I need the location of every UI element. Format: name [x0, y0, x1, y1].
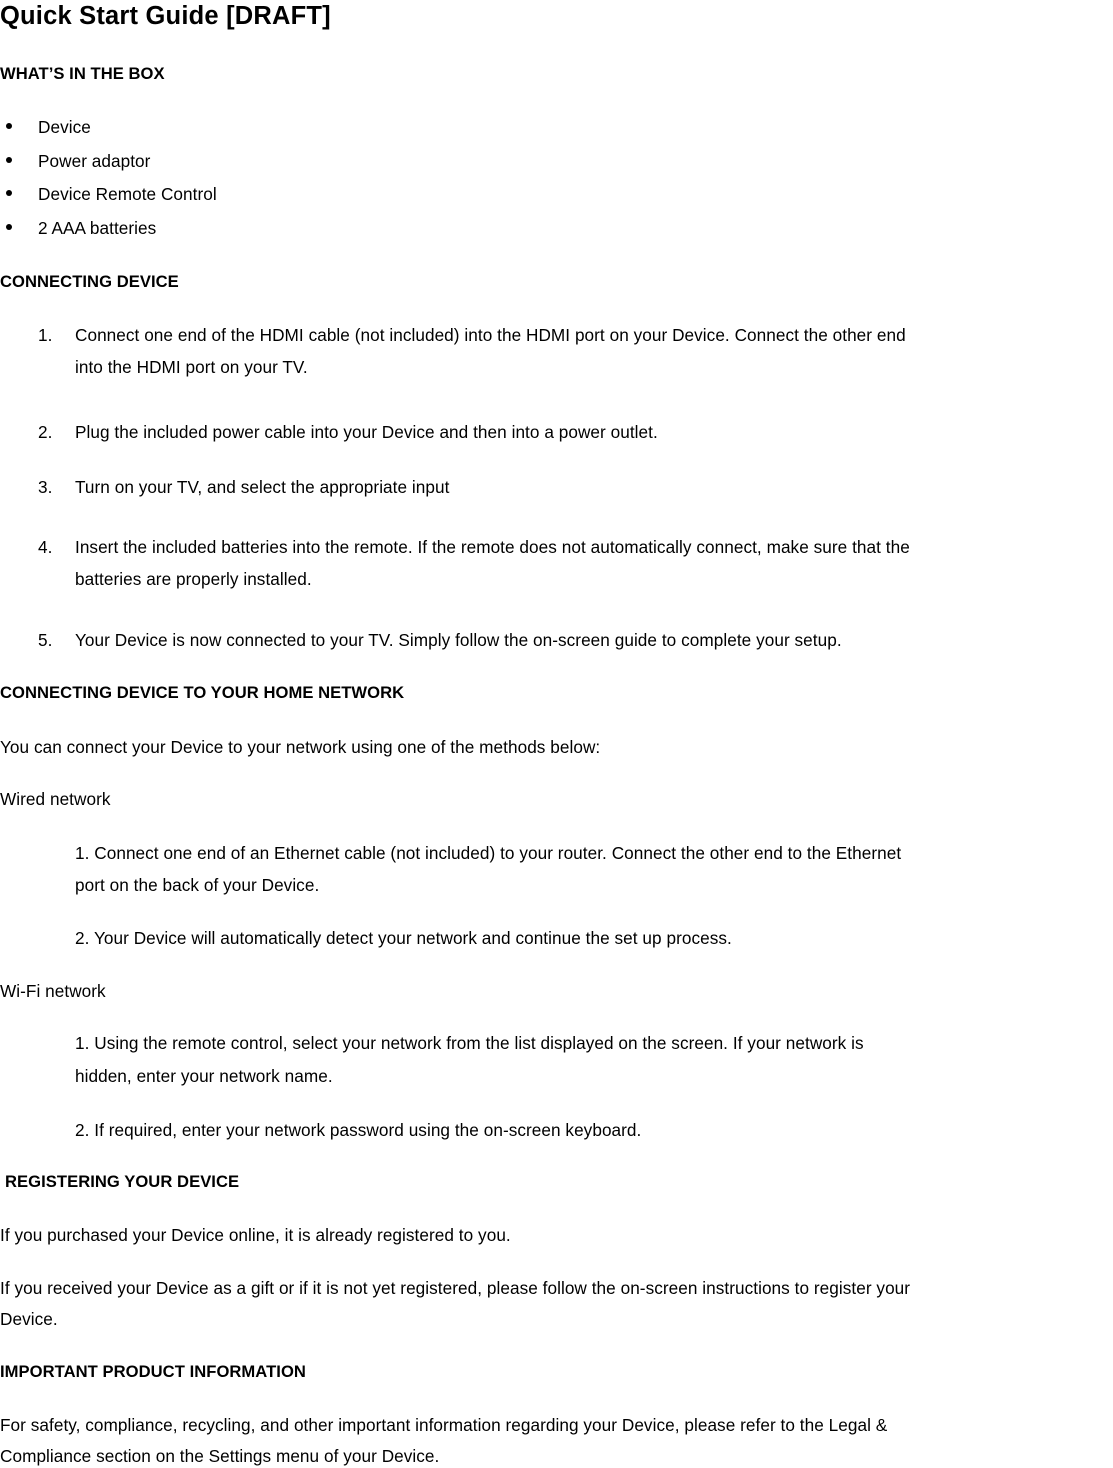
step-text: hidden, enter your network name. — [75, 1066, 333, 1086]
step-text: into the HDMI port on your TV. — [75, 357, 308, 377]
step-number: 5. — [38, 630, 53, 650]
section-heading-important: IMPORTANT PRODUCT INFORMATION — [0, 1362, 306, 1381]
bullet-icon — [6, 190, 12, 196]
step-text: 2. Your Device will automatically detect your network and continue the set up process. — [75, 928, 732, 948]
list-item: Device — [38, 117, 91, 137]
step-text: 1. Connect one end of an Ethernet cable (not included) to your router. Connect the other end to the Ethernet — [75, 843, 902, 863]
section-heading-box: WHAT’S IN THE BOX — [0, 64, 165, 83]
step-text: Your Device is now connected to your TV. Simply follow the on-screen guide to complete your setup. — [75, 630, 842, 650]
step-number: 1. — [38, 325, 53, 345]
page-title: Quick Start Guide [DRAFT] — [0, 2, 331, 30]
section-heading-registering: REGISTERING YOUR DEVICE — [5, 1172, 240, 1191]
paragraph: You can connect your Device to your network using one of the methods below: — [0, 737, 601, 757]
step-number: 3. — [38, 477, 53, 497]
bullet-icon — [6, 157, 12, 163]
bullet-icon — [6, 224, 12, 230]
list-item: Power adaptor — [38, 151, 151, 171]
step-number: 2. — [38, 422, 53, 442]
step-text: port on the back of your Device. — [75, 875, 320, 895]
section-heading-connecting: CONNECTING DEVICE — [0, 272, 179, 291]
step-text: Turn on your TV, and select the appropriate input — [75, 477, 450, 497]
step-text: 2. If required, enter your network password using the on-screen keyboard. — [75, 1120, 642, 1140]
step-number: 4. — [38, 537, 53, 557]
subheading-wired: Wired network — [0, 789, 111, 809]
bullet-icon — [6, 123, 12, 129]
step-text: Plug the included power cable into your Device and then into a power outlet. — [75, 422, 658, 442]
section-heading-network: CONNECTING DEVICE TO YOUR HOME NETWORK — [0, 683, 405, 702]
paragraph: For safety, compliance, recycling, and other important information regarding your Device, please refer to the Legal & — [0, 1415, 888, 1435]
list-item: Device Remote Control — [38, 184, 217, 204]
paragraph: If you purchased your Device online, it is already registered to you. — [0, 1225, 511, 1245]
list-item: 2 AAA batteries — [38, 218, 157, 238]
paragraph: Device. — [0, 1309, 58, 1329]
step-text: Connect one end of the HDMI cable (not included) into the HDMI port on your Device. Connect the other end — [75, 325, 906, 345]
paragraph: If you received your Device as a gift or if it is not yet registered, please follow the on-screen instructions to register your — [0, 1278, 911, 1298]
step-text: batteries are properly installed. — [75, 569, 312, 589]
subheading-wifi: Wi-Fi network — [0, 981, 106, 1001]
step-text: 1. Using the remote control, select your network from the list displayed on the screen. If your network is — [75, 1033, 864, 1053]
paragraph: Compliance section on the Settings menu of your Device. — [0, 1446, 440, 1466]
step-text: Insert the included batteries into the remote. If the remote does not automatically connect, make sure that the — [75, 537, 910, 557]
